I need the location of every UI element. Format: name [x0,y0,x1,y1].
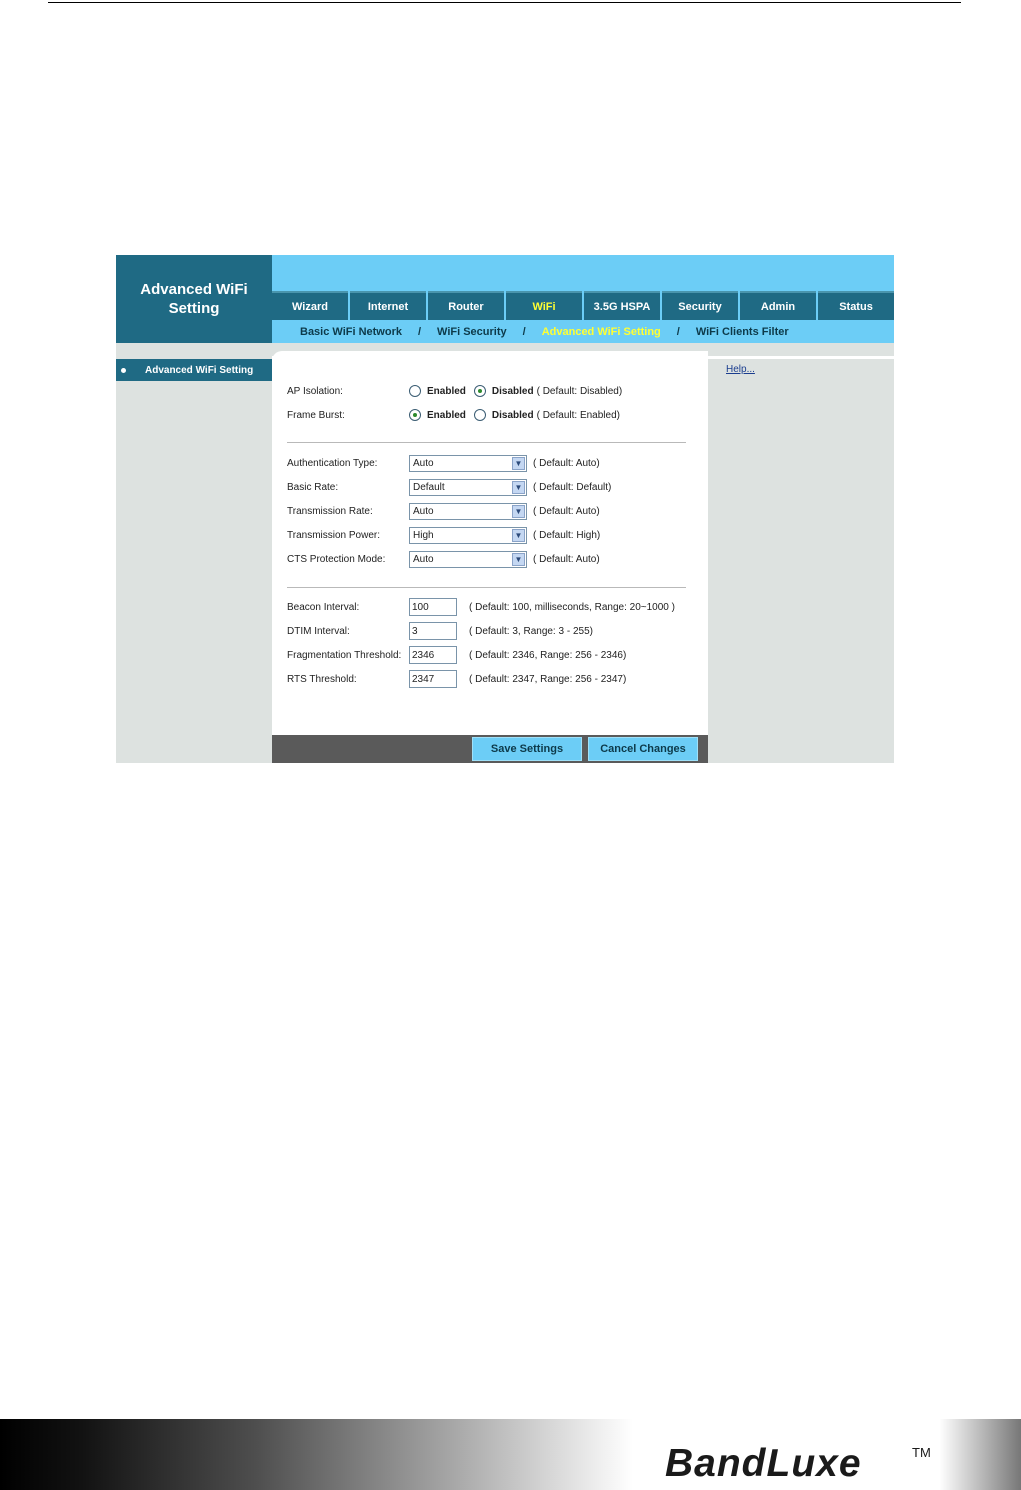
rts-input[interactable]: 2347 [409,670,457,688]
frame-burst-enabled-radio[interactable] [409,409,421,421]
tab-hspa[interactable]: 3.5G HSPA [584,291,660,320]
ap-isolation-enabled-radio[interactable] [409,385,421,397]
frame-burst-hint: ( Default: Enabled) [536,409,620,421]
tab-router[interactable]: Router [428,291,504,320]
basic-rate-select[interactable] [409,479,527,496]
tab-admin[interactable]: Admin [740,291,816,320]
sub-navigation [272,320,894,343]
ap-isolation-hint: ( Default: Disabled) [536,385,623,397]
subnav-separator: / [417,325,422,338]
save-settings-button[interactable]: Save Settings [472,737,582,761]
brand-logo: BandLuxe [665,1442,862,1485]
section-title-box [116,255,272,343]
cts-mode-label: CTS Protection Mode: [287,553,386,565]
frag-row [287,645,626,665]
tab-status[interactable]: Status [818,291,894,320]
auth-type-select[interactable] [409,455,527,472]
select-value: Default [413,481,445,493]
tx-power-label: Transmission Power: [287,529,380,541]
frag-hint: ( Default: 2346, Range: 256 - 2346) [469,649,627,661]
radio-label: Disabled [491,385,534,397]
dtim-row [287,621,593,641]
tab-security[interactable]: Security [662,291,738,320]
auth-type-row [287,453,600,473]
dtim-label: DTIM Interval: [287,625,350,637]
frame-burst-label: Frame Burst: [287,409,345,421]
radio-label: Enabled [427,409,466,421]
tab-wifi[interactable]: WiFi [506,291,582,320]
auth-type-label: Authentication Type: [287,457,378,469]
select-value: Auto [413,457,434,469]
cts-mode-hint: ( Default: Auto) [533,553,600,565]
rts-label: RTS Threshold: [287,673,357,685]
frag-input[interactable]: 2346 [409,646,457,664]
radio-label: Disabled [491,409,534,421]
chevron-down-icon[interactable]: ▼ [512,481,525,494]
chevron-down-icon[interactable]: ▼ [512,457,525,470]
cancel-changes-button[interactable]: Cancel Changes [588,737,698,761]
subnav-wifi-security[interactable]: WiFi Security [437,325,507,338]
select-value: Auto [413,553,434,565]
tab-wizard[interactable]: Wizard [272,291,348,320]
tab-internet[interactable]: Internet [350,291,426,320]
subnav-clients-filter[interactable]: WiFi Clients Filter [695,325,789,338]
help-link[interactable]: Help... [726,364,755,375]
dtim-hint: ( Default: 3, Range: 3 - 255) [469,625,593,637]
chevron-down-icon[interactable]: ▼ [512,553,525,566]
main-tabs [272,291,894,320]
subnav-advanced-wifi[interactable]: Advanced WiFi Setting [541,325,661,338]
dtim-input[interactable]: 3 [409,622,457,640]
trademark-mark: TM [912,1445,931,1460]
frame-burst-disabled-radio[interactable] [474,409,486,421]
help-panel [708,359,894,763]
basic-rate-label: Basic Rate: [287,481,339,493]
tx-rate-row [287,501,600,521]
tx-power-hint: ( Default: High) [533,529,601,541]
beacon-input[interactable]: 100 [409,598,457,616]
frame-burst-row [287,405,620,425]
cts-mode-select[interactable] [409,551,527,568]
beacon-hint: ( Default: 100, milliseconds, Range: 20~1000 ) [469,601,675,613]
left-sidebar [116,343,272,763]
auth-type-hint: ( Default: Auto) [533,457,600,469]
section-title: Advanced WiFi Setting [140,281,248,317]
chevron-down-icon[interactable]: ▼ [512,505,525,518]
page-top-rule [48,2,961,3]
bullet-icon [121,368,126,373]
divider [287,587,686,588]
select-value: Auto [413,505,434,517]
rts-hint: ( Default: 2347, Range: 256 - 2347) [469,673,627,685]
subnav-separator: / [522,325,526,338]
chevron-down-icon[interactable]: ▼ [512,529,525,542]
divider [287,442,686,443]
page-footer-gradient-bar [0,1419,1021,1490]
basic-rate-row [287,477,611,497]
ap-isolation-row [287,381,622,401]
radio-label: Enabled [427,385,466,397]
beacon-row [287,597,675,617]
rts-row [287,669,626,689]
router-admin-screenshot [116,255,894,763]
subnav-basic-wifi[interactable]: Basic WiFi Network [300,325,402,338]
subnav-separator: / [676,325,680,338]
settings-panel [272,351,708,763]
ap-isolation-disabled-radio[interactable] [474,385,486,397]
sidebar-item-label: Advanced WiFi Setting [145,364,254,376]
tx-rate-select[interactable] [409,503,527,520]
tx-power-row [287,525,600,545]
select-value: High [413,529,434,541]
tx-rate-hint: ( Default: Auto) [533,505,600,517]
tx-power-select[interactable] [409,527,527,544]
tx-rate-label: Transmission Rate: [287,505,373,517]
frag-label: Fragmentation Threshold: [287,649,402,661]
cts-mode-row [287,549,600,569]
basic-rate-hint: ( Default: Default) [533,481,612,493]
ap-isolation-label: AP Isolation: [287,385,343,397]
sidebar-item-advanced-wifi[interactable] [116,359,272,381]
beacon-label: Beacon Interval: [287,601,360,613]
